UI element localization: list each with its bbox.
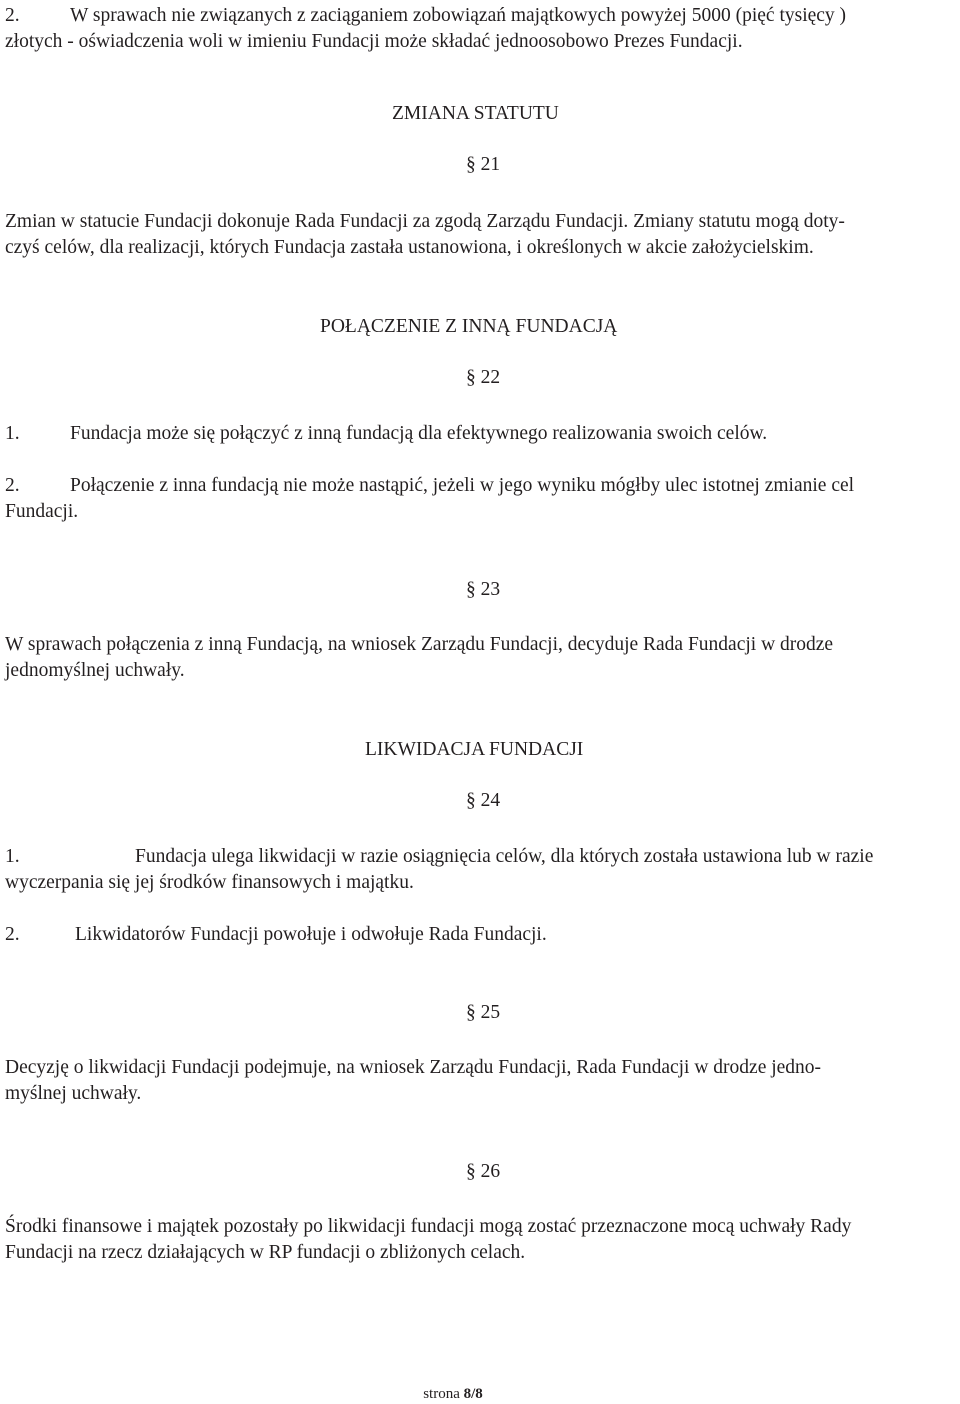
paragraph-text: W sprawach nie związanych z zaciąganiem zobowiązań majątkowych powyżej 5000 (pięć tysięcy ) [70,5,847,26]
paragraph-text: złotych - oświadczenia woli w imieniu Fundacji może składać jednoosobowo Prezes Fundacji. [5,31,743,52]
paragraph-text: czyś celów, dla realizacji, których Fundacja zastała ustanowiona, i określonych w akcie założycielskim. [5,237,814,258]
footer-label: strona [423,1386,464,1402]
paragraph-text: Fundacja ulega likwidacji w razie osiągnięcia celów, dla których została ustawiona lub w razie [135,846,874,867]
paragraph-text: Fundacji. [5,501,79,522]
paragraph-text: W sprawach połączenia z inną Fundacją, na wniosek Zarządu Fundacji, decyduje Rada Fundacji w drodze [5,634,834,655]
paragraph-number: 2. [5,5,20,26]
paragraph-symbol: § 25 [466,1002,501,1023]
paragraph-symbol: § 23 [466,579,501,600]
paragraph-text: Zmian w statucie Fundacji dokonuje Rada Fundacji za zgodą Zarządu Fundacji. Zmiany statutu mogą doty- [5,211,845,232]
paragraph-text: wyczerpania się jej środków finansowych i majątku. [5,872,414,893]
page-footer [0,1386,906,1403]
section-heading: ZMIANA STATUTU [392,103,559,124]
paragraph-number: 2. [5,924,20,945]
paragraph-text: Połączenie z inna fundacją nie może nastąpić, jeżeli w jego wyniku mógłby ulec istotnej zmianie cel [70,475,855,496]
paragraph-text: Fundacji na rzecz działających w RP fundacji o zbliżonych celach. [5,1242,526,1263]
paragraph-symbol: § 22 [466,367,501,388]
paragraph-text: Środki finansowe i majątek pozostały po likwidacji fundacji mogą zostać przeznaczone mocą uchwały Rady [5,1216,852,1237]
paragraph-text: myślnej uchwały. [5,1083,142,1104]
paragraph-text: Likwidatorów Fundacji powołuje i odwołuje Rada Fundacji. [75,924,547,945]
paragraph-symbol: § 26 [466,1161,501,1182]
paragraph-symbol: § 21 [466,154,501,175]
paragraph-number: 1. [5,423,20,444]
section-heading: LIKWIDACJA FUNDACJI [365,739,584,760]
page-number: 8/8 [463,1386,483,1402]
paragraph-symbol: § 24 [466,790,501,811]
paragraph-text: Decyzję o likwidacji Fundacji podejmuje, na wniosek Zarządu Fundacji, Rada Fundacji w drodze jedno- [5,1057,822,1078]
paragraph-number: 1. [5,846,20,867]
section-heading: POŁĄCZENIE Z INNĄ FUNDACJĄ [320,316,618,337]
paragraph-number: 2. [5,475,20,496]
paragraph-text: jednomyślnej uchwały. [5,660,185,681]
paragraph-text: Fundacja może się połączyć z inną fundacją dla efektywnego realizowania swoich celów. [70,423,768,444]
